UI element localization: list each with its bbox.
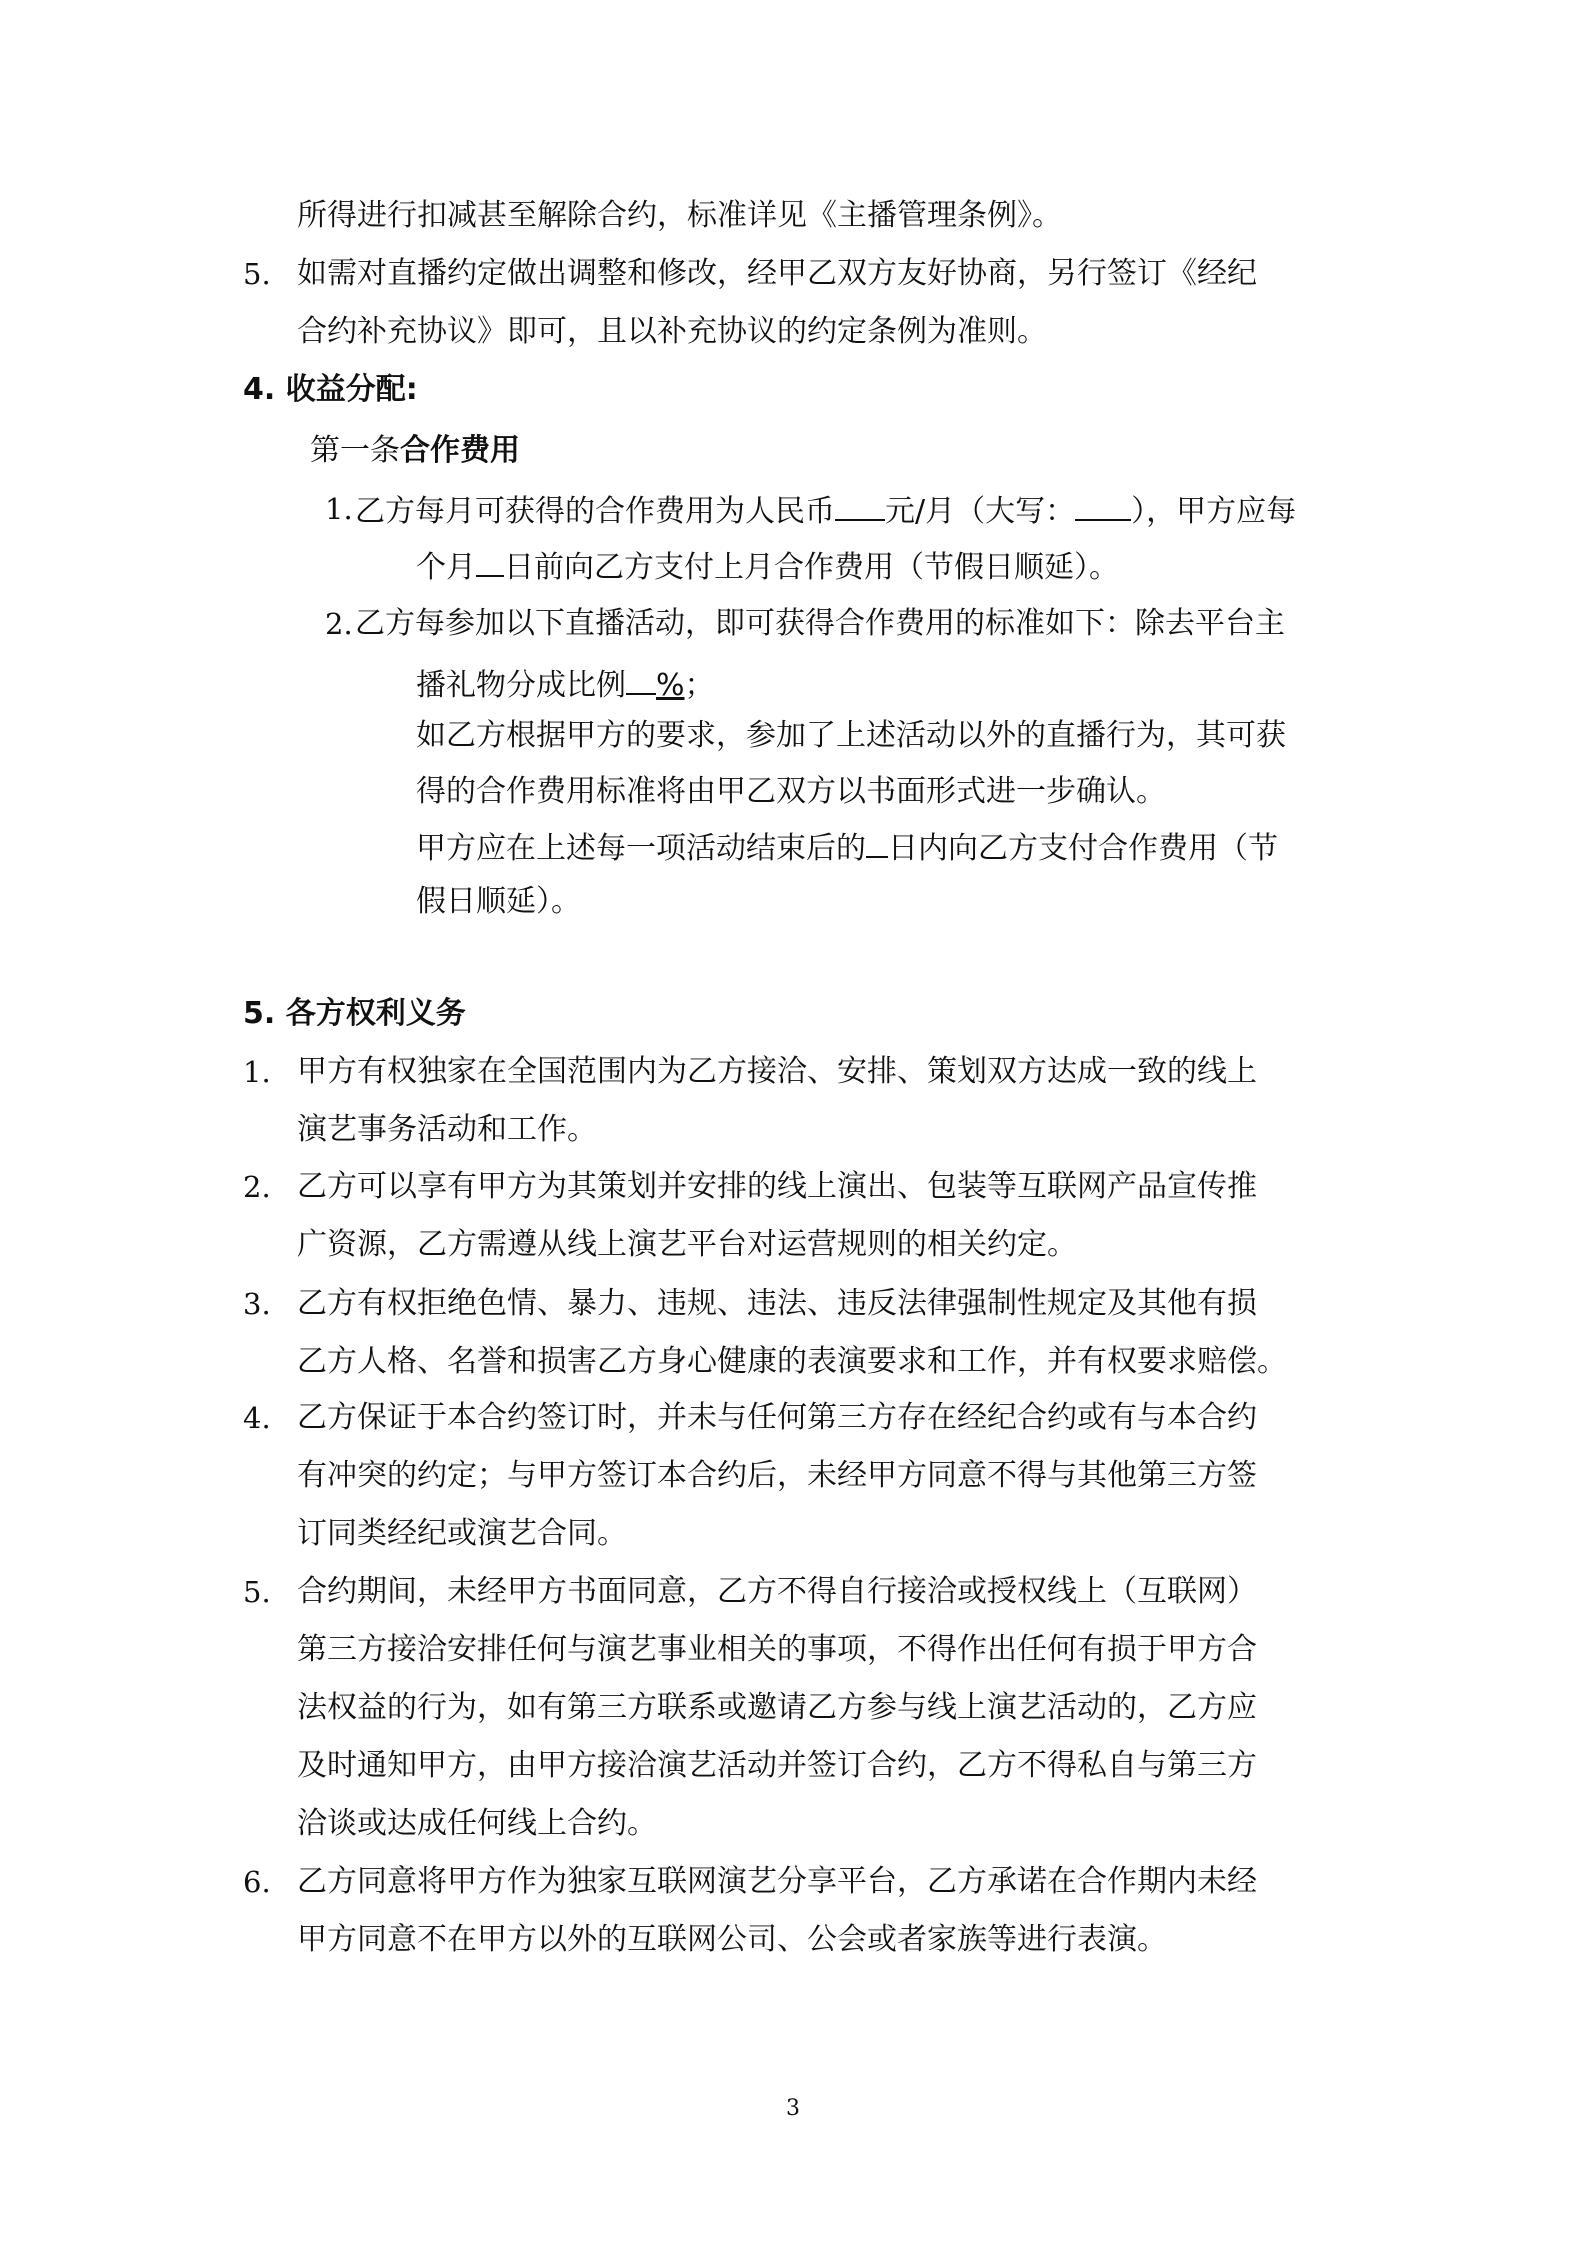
- clause2-line6: 假日顺延）。: [416, 884, 581, 919]
- section5-item-line: 甲方有权独家在全国范围内为乙方接洽、安排、策划双方达成一致的线上: [297, 1054, 1257, 1089]
- article1-title-bold: 合作费用: [400, 433, 520, 468]
- clause2-line5: [416, 826, 1278, 869]
- section5-item-line: 乙方人格、名誉和损害乙方身心健康的表演要求和工作，并有权要求赔偿。: [297, 1344, 1287, 1379]
- clause2-line4: 得的合作费用标准将由甲乙双方以书面形式进一步确认。: [416, 774, 1166, 809]
- section5-item-line: 乙方可以享有甲方为其策划并安排的线上演出、包装等互联网产品宣传推: [297, 1169, 1257, 1204]
- prev-item5-line2: 合约补充协议》即可，且以补充协议的约定条例为准则。: [297, 314, 1047, 349]
- payment-day-blank: [866, 826, 888, 858]
- section5-item-line: 合约期间，未经甲方书面同意，乙方不得自行接洽或授权线上（互联网）: [297, 1574, 1257, 1609]
- section5-item-number: 5.: [243, 1575, 271, 1609]
- percent-blank: [626, 663, 656, 695]
- percent-sign: %: [656, 668, 685, 703]
- clause2-line2-a: 播礼物分成比例: [416, 668, 626, 703]
- article1-title-prefix: 第一条: [310, 433, 400, 468]
- clause1-number: 1.: [325, 492, 353, 526]
- page-number: 3: [786, 2096, 800, 2121]
- prev-item4-continued: 所得进行扣减甚至解除合约，标准详见《主播管理条例》。: [297, 198, 1062, 233]
- clause2-line1: 乙方每参加以下直播活动，即可获得合作费用的标准如下：除去平台主: [355, 606, 1285, 641]
- section5-item-line: 乙方同意将甲方作为独家互联网演艺分享平台，乙方承诺在合作期内未经: [297, 1864, 1257, 1899]
- clause2-number: 2.: [325, 607, 353, 641]
- section5-item-line: 乙方保证于本合约签订时，并未与任何第三方存在经纪合约或有与本合约: [297, 1400, 1257, 1435]
- section5-item-line: 洽谈或达成任何线上合约。: [297, 1806, 657, 1841]
- amount-capital-blank: [1075, 489, 1131, 521]
- day-blank: [476, 545, 504, 577]
- section5-item-line: 订同类经纪或演艺合同。: [297, 1516, 627, 1551]
- clause1-line2-b: 日前向乙方支付上月合作费用（节假日顺延）。: [504, 550, 1119, 585]
- section4-heading: 4. 收益分配:: [243, 372, 418, 407]
- amount-blank: [835, 489, 885, 521]
- section5-item-number: 6.: [243, 1865, 271, 1899]
- section5-heading: 5. 各方权利义务: [243, 996, 466, 1031]
- section5-item-line: 法权益的行为，如有第三方联系或邀请乙方参与线上演艺活动的，乙方应: [297, 1690, 1257, 1725]
- clause1-line2: [416, 545, 1119, 588]
- article1-title: [310, 431, 520, 471]
- clause2-line3: 如乙方根据甲方的要求，参加了上述活动以外的直播行为，其可获: [416, 718, 1286, 753]
- clause1-line2-a: 个月: [416, 550, 476, 585]
- section5-item-number: 4.: [243, 1401, 271, 1435]
- clause2-line2: [416, 663, 715, 706]
- clause2-line5-b: 日内向乙方支付合作费用（节: [888, 831, 1278, 866]
- clause1-text-a: 乙方每月可获得的合作费用为人民币: [355, 494, 835, 529]
- section5-item-number: 3.: [243, 1287, 271, 1321]
- prev-item5-number: 5.: [243, 257, 271, 291]
- clause1-text-c: ），甲方应每: [1131, 494, 1297, 529]
- section5-item-line: 演艺事务活动和工作。: [297, 1112, 597, 1147]
- section5-item-number: 1.: [243, 1055, 271, 1089]
- section5-item-line: 广资源，乙方需遵从线上演艺平台对运营规则的相关约定。: [297, 1227, 1077, 1262]
- prev-item5-line1: 如需对直播约定做出调整和修改，经甲乙双方友好协商，另行签订《经纪: [297, 256, 1257, 291]
- section5-item-number: 2.: [243, 1170, 271, 1204]
- clause2-line5-a: 甲方应在上述每一项活动结束后的: [416, 831, 866, 866]
- clause1-line1: [355, 489, 1296, 532]
- section5-item-line: 甲方同意不在甲方以外的互联网公司、公会或者家族等进行表演。: [297, 1922, 1167, 1957]
- section5-item-line: 及时通知甲方，由甲方接洽演艺活动并签订合约，乙方不得私自与第三方: [297, 1748, 1257, 1783]
- clause1-text-b: 元/月（大写：: [885, 494, 1076, 529]
- section5-item-line: 有冲突的约定；与甲方签订本合约后，未经甲方同意不得与其他第三方签: [297, 1458, 1257, 1493]
- clause2-line2-b: ；: [684, 668, 715, 703]
- section5-item-line: 乙方有权拒绝色情、暴力、违规、违法、违反法律强制性规定及其他有损: [297, 1286, 1257, 1321]
- section5-item-line: 第三方接洽安排任何与演艺事业相关的事项，不得作出任何有损于甲方合: [297, 1632, 1257, 1667]
